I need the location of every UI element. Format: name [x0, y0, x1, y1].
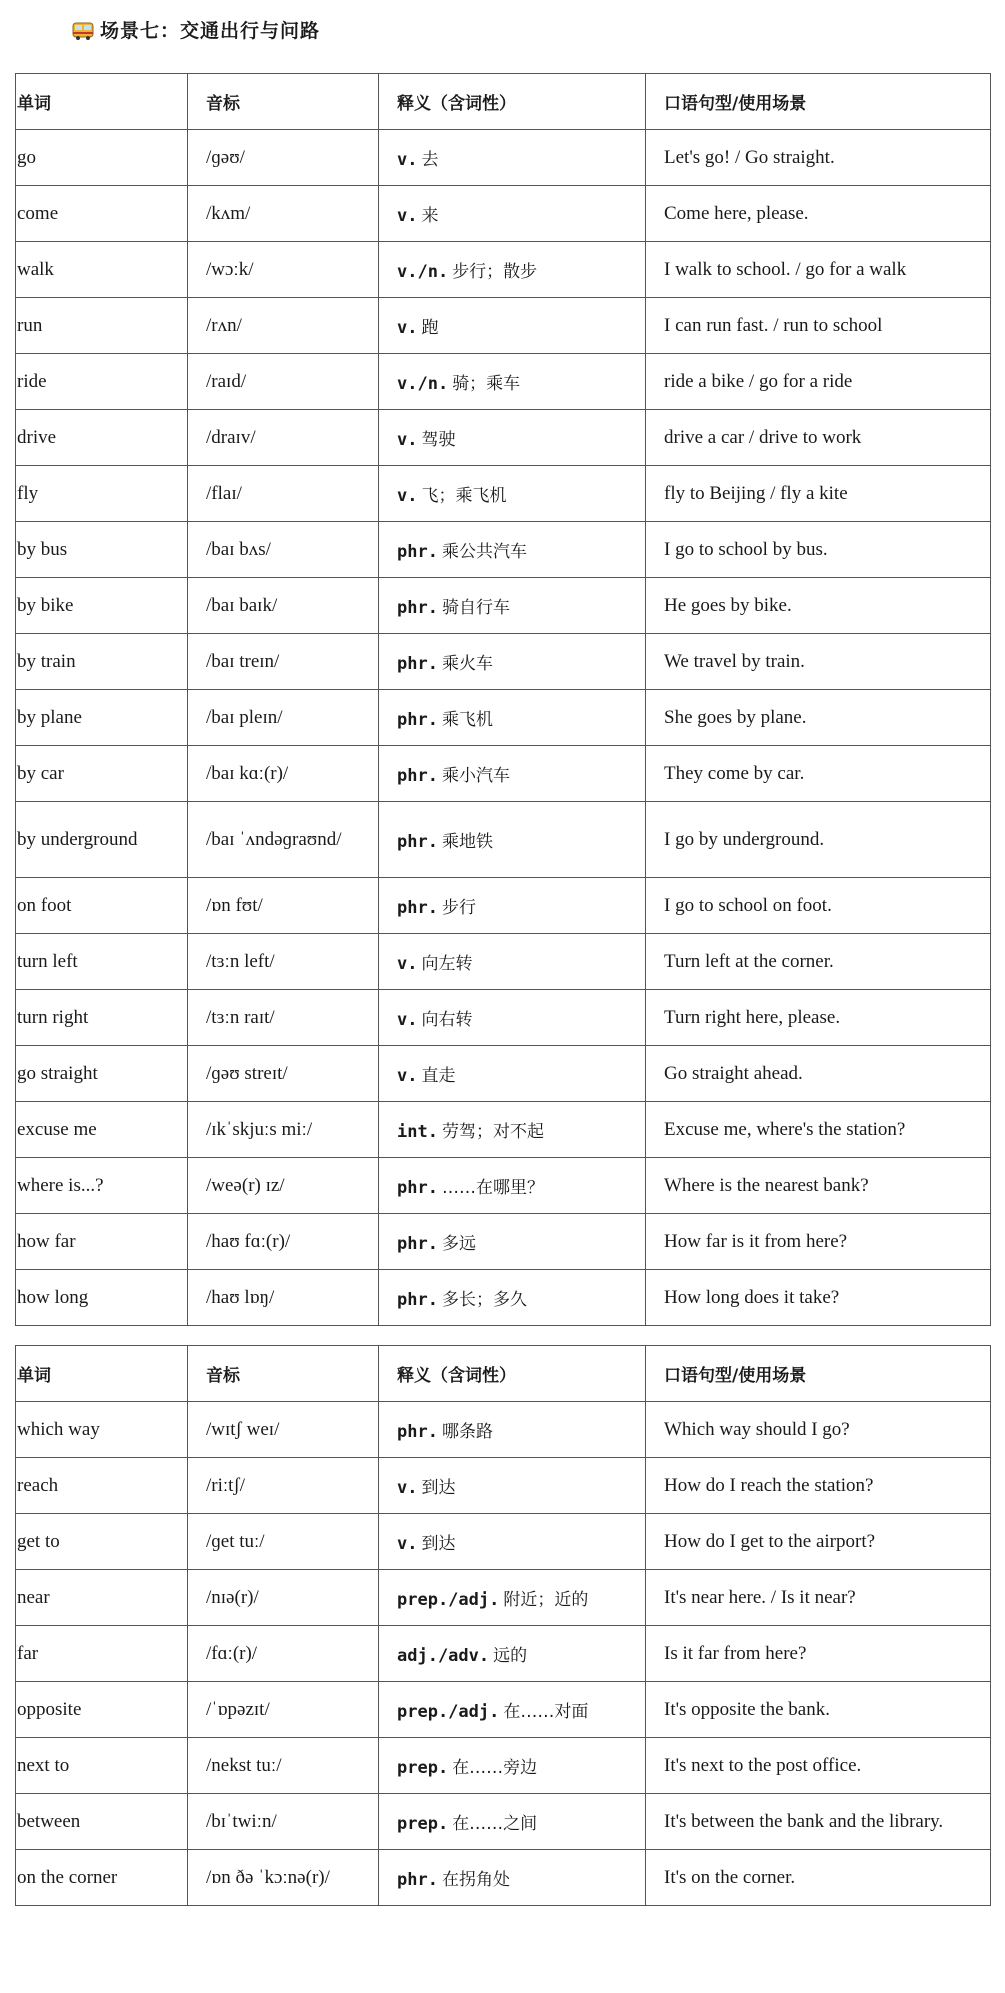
part-of-speech: phr.: [397, 654, 438, 674]
word-cell: go straight: [16, 1046, 188, 1102]
example-cell: ride a bike / go for a ride: [646, 354, 991, 410]
phonetic-cell: /ɒn ðə ˈkɔːnə(r)/: [188, 1850, 379, 1906]
table-row: [16, 466, 991, 522]
meaning-cell: [379, 1102, 646, 1158]
bus-icon: [72, 21, 94, 41]
meaning-text: 哪条路: [441, 1422, 493, 1442]
meaning-cell: [379, 1270, 646, 1326]
word-cell: walk: [16, 242, 188, 298]
phonetic-cell: /baɪ kɑː(r)/: [188, 746, 379, 802]
meaning-cell: [379, 130, 646, 186]
table-row: [16, 934, 991, 990]
table-header-row: [16, 74, 991, 130]
table-row: [16, 746, 991, 802]
example-cell: It's opposite the bank.: [646, 1682, 991, 1738]
meaning-cell: [379, 1458, 646, 1514]
phonetic-cell: /rʌn/: [188, 298, 379, 354]
meaning-cell: [379, 1626, 646, 1682]
phonetic-cell: /raɪd/: [188, 354, 379, 410]
phonetic-cell: /draɪv/: [188, 410, 379, 466]
word-cell: drive: [16, 410, 188, 466]
word-cell: by train: [16, 634, 188, 690]
example-cell: I walk to school. / go for a walk: [646, 242, 991, 298]
example-cell: Go straight ahead.: [646, 1046, 991, 1102]
meaning-cell: [379, 934, 646, 990]
meaning-cell: [379, 298, 646, 354]
part-of-speech: phr.: [397, 1178, 438, 1198]
phonetic-cell: /baɪ bʌs/: [188, 522, 379, 578]
meaning-cell: [379, 1570, 646, 1626]
example-cell: How far is it from here?: [646, 1214, 991, 1270]
table-row: [16, 1626, 991, 1682]
meaning-text: 去: [421, 150, 439, 170]
table-row: [16, 1214, 991, 1270]
meaning-cell: [379, 578, 646, 634]
table-row: [16, 186, 991, 242]
meaning-text: 向左转: [421, 954, 473, 974]
table-row: [16, 1682, 991, 1738]
part-of-speech: phr.: [397, 832, 438, 852]
header-meaning: 释义（含词性）: [379, 74, 646, 130]
phonetic-cell: /haʊ lɒŋ/: [188, 1270, 379, 1326]
meaning-cell: [379, 410, 646, 466]
table-row: [16, 522, 991, 578]
part-of-speech: phr.: [397, 1234, 438, 1254]
table-row: [16, 1738, 991, 1794]
word-cell: turn left: [16, 934, 188, 990]
meaning-cell: [379, 634, 646, 690]
meaning-cell: [379, 186, 646, 242]
meaning-text: 步行；散步: [452, 262, 538, 282]
vocab-table-2: [15, 1345, 991, 1906]
example-cell: Turn right here, please.: [646, 990, 991, 1046]
part-of-speech: phr.: [397, 1870, 438, 1890]
phonetic-cell: /bɪˈtwiːn/: [188, 1794, 379, 1850]
word-cell: fly: [16, 466, 188, 522]
meaning-text: 飞；乘飞机: [421, 486, 507, 506]
meaning-cell: [379, 1850, 646, 1906]
part-of-speech: prep./adj.: [397, 1590, 500, 1610]
phonetic-cell: /haʊ fɑː(r)/: [188, 1214, 379, 1270]
page-title-text: 场景七：交通出行与问路: [100, 20, 321, 42]
word-cell: by bus: [16, 522, 188, 578]
part-of-speech: v.: [397, 430, 418, 450]
word-cell: by car: [16, 746, 188, 802]
phonetic-cell: /ɡəʊ/: [188, 130, 379, 186]
header-word: 单词: [16, 1346, 188, 1402]
word-cell: get to: [16, 1514, 188, 1570]
example-cell: She goes by plane.: [646, 690, 991, 746]
word-cell: on foot: [16, 878, 188, 934]
table-header-row: [16, 1346, 991, 1402]
word-cell: reach: [16, 1458, 188, 1514]
table-row: [16, 1514, 991, 1570]
table-row: [16, 578, 991, 634]
example-cell: Which way should I go?: [646, 1402, 991, 1458]
page-title: [72, 14, 320, 48]
part-of-speech: v.: [397, 486, 418, 506]
meaning-cell: [379, 1214, 646, 1270]
phonetic-cell: /flaɪ/: [188, 466, 379, 522]
word-cell: by underground: [16, 802, 188, 878]
word-cell: opposite: [16, 1682, 188, 1738]
word-cell: run: [16, 298, 188, 354]
meaning-text: 在……旁边: [452, 1758, 538, 1778]
phonetic-cell: /tɜːn left/: [188, 934, 379, 990]
example-cell: It's next to the post office.: [646, 1738, 991, 1794]
word-cell: how far: [16, 1214, 188, 1270]
phonetic-cell: /nekst tuː/: [188, 1738, 379, 1794]
table-row: [16, 1458, 991, 1514]
phonetic-cell: /ɪkˈskjuːs miː/: [188, 1102, 379, 1158]
example-cell: It's between the bank and the library.: [646, 1794, 991, 1850]
part-of-speech: prep.: [397, 1814, 449, 1834]
phonetic-cell: /kʌm/: [188, 186, 379, 242]
meaning-cell: [379, 690, 646, 746]
part-of-speech: v.: [397, 318, 418, 338]
phonetic-cell: /ɡet tuː/: [188, 1514, 379, 1570]
meaning-text: 多长；多久: [441, 1290, 527, 1310]
meaning-text: 跑: [421, 318, 439, 338]
meaning-text: 驾驶: [421, 430, 456, 450]
phonetic-cell: /weə(r) ɪz/: [188, 1158, 379, 1214]
example-cell: Is it far from here?: [646, 1626, 991, 1682]
example-cell: Come here, please.: [646, 186, 991, 242]
header-meaning: 释义（含词性）: [379, 1346, 646, 1402]
vocab-table-1: [15, 73, 991, 1326]
meaning-cell: [379, 1158, 646, 1214]
phonetic-cell: /ɒn fʊt/: [188, 878, 379, 934]
part-of-speech: v.: [397, 1010, 418, 1030]
meaning-text: 来: [421, 206, 439, 226]
meaning-cell: [379, 746, 646, 802]
meaning-cell: [379, 242, 646, 298]
phonetic-cell: /ˈɒpəzɪt/: [188, 1682, 379, 1738]
phonetic-cell: /baɪ pleɪn/: [188, 690, 379, 746]
phonetic-cell: /baɪ treɪn/: [188, 634, 379, 690]
part-of-speech: v./n.: [397, 262, 449, 282]
meaning-text: 乘飞机: [441, 710, 493, 730]
part-of-speech: v.: [397, 206, 418, 226]
table-row: [16, 354, 991, 410]
table-row: [16, 1158, 991, 1214]
example-cell: How long does it take?: [646, 1270, 991, 1326]
part-of-speech: v.: [397, 1066, 418, 1086]
part-of-speech: prep.: [397, 1758, 449, 1778]
phonetic-cell: /tɜːn raɪt/: [188, 990, 379, 1046]
meaning-text: 附近；近的: [503, 1590, 589, 1610]
word-cell: far: [16, 1626, 188, 1682]
part-of-speech: phr.: [397, 710, 438, 730]
meaning-cell: [379, 1794, 646, 1850]
example-cell: They come by car.: [646, 746, 991, 802]
table-row: [16, 1046, 991, 1102]
meaning-text: 向右转: [421, 1010, 473, 1030]
example-cell: We travel by train.: [646, 634, 991, 690]
table-row: [16, 130, 991, 186]
header-word: 单词: [16, 74, 188, 130]
meaning-cell: [379, 1514, 646, 1570]
meaning-text: 多远: [441, 1234, 476, 1254]
example-cell: Turn left at the corner.: [646, 934, 991, 990]
meaning-cell: [379, 802, 646, 878]
example-cell: Where is the nearest bank?: [646, 1158, 991, 1214]
word-cell: excuse me: [16, 1102, 188, 1158]
table-body: [16, 1402, 991, 1906]
meaning-cell: [379, 1402, 646, 1458]
header-phonetic: 音标: [188, 1346, 379, 1402]
word-cell: ride: [16, 354, 188, 410]
table-row: [16, 410, 991, 466]
meaning-cell: [379, 1738, 646, 1794]
part-of-speech: phr.: [397, 766, 438, 786]
part-of-speech: v.: [397, 150, 418, 170]
meaning-text: 在……对面: [503, 1702, 589, 1722]
meaning-text: 到达: [421, 1534, 456, 1554]
word-cell: turn right: [16, 990, 188, 1046]
word-cell: near: [16, 1570, 188, 1626]
example-cell: He goes by bike.: [646, 578, 991, 634]
example-cell: It's on the corner.: [646, 1850, 991, 1906]
part-of-speech: v.: [397, 954, 418, 974]
table-body: [16, 130, 991, 1326]
header-example: 口语句型/使用场景: [646, 1346, 991, 1402]
phonetic-cell: /ɡəʊ streɪt/: [188, 1046, 379, 1102]
example-cell: I can run fast. / run to school: [646, 298, 991, 354]
table-row: [16, 1402, 991, 1458]
part-of-speech: int.: [397, 1122, 438, 1142]
meaning-text: 在……之间: [452, 1814, 538, 1834]
meaning-text: 乘公共汽车: [441, 542, 527, 562]
word-cell: between: [16, 1794, 188, 1850]
meaning-text: 骑自行车: [441, 598, 510, 618]
table-row: [16, 298, 991, 354]
meaning-text: ……在哪里？: [441, 1178, 544, 1198]
meaning-text: 骑；乘车: [452, 374, 521, 394]
phonetic-cell: /baɪ ˈʌndəɡraʊnd/: [188, 802, 379, 878]
example-cell: Excuse me, where's the station?: [646, 1102, 991, 1158]
phonetic-cell: /wɪtʃ weɪ/: [188, 1402, 379, 1458]
phonetic-cell: /fɑː(r)/: [188, 1626, 379, 1682]
part-of-speech: v.: [397, 1534, 418, 1554]
word-cell: go: [16, 130, 188, 186]
word-cell: come: [16, 186, 188, 242]
table-row: [16, 878, 991, 934]
table-row: [16, 1570, 991, 1626]
example-cell: How do I get to the airport?: [646, 1514, 991, 1570]
meaning-text: 远的: [493, 1646, 528, 1666]
example-cell: I go by underground.: [646, 802, 991, 878]
example-cell: Let's go! / Go straight.: [646, 130, 991, 186]
part-of-speech: phr.: [397, 898, 438, 918]
example-cell: drive a car / drive to work: [646, 410, 991, 466]
phonetic-cell: /riːtʃ/: [188, 1458, 379, 1514]
table-row: [16, 1794, 991, 1850]
header-phonetic: 音标: [188, 74, 379, 130]
meaning-cell: [379, 878, 646, 934]
table-row: [16, 1102, 991, 1158]
meaning-cell: [379, 1682, 646, 1738]
part-of-speech: phr.: [397, 1290, 438, 1310]
table-row: [16, 634, 991, 690]
example-cell: fly to Beijing / fly a kite: [646, 466, 991, 522]
meaning-text: 到达: [421, 1478, 456, 1498]
meaning-text: 乘小汽车: [441, 766, 510, 786]
part-of-speech: phr.: [397, 598, 438, 618]
part-of-speech: v.: [397, 1478, 418, 1498]
table-row: [16, 1850, 991, 1906]
meaning-cell: [379, 522, 646, 578]
meaning-cell: [379, 354, 646, 410]
part-of-speech: phr.: [397, 1422, 438, 1442]
word-cell: by plane: [16, 690, 188, 746]
meaning-cell: [379, 990, 646, 1046]
table-row: [16, 242, 991, 298]
table-row: [16, 990, 991, 1046]
word-cell: by bike: [16, 578, 188, 634]
part-of-speech: adj./adv.: [397, 1646, 490, 1666]
table-row: [16, 802, 991, 878]
header-example: 口语句型/使用场景: [646, 74, 991, 130]
meaning-text: 步行: [441, 898, 476, 918]
word-cell: how long: [16, 1270, 188, 1326]
meaning-text: 在拐角处: [441, 1870, 510, 1890]
phonetic-cell: /baɪ baɪk/: [188, 578, 379, 634]
example-cell: I go to school by bus.: [646, 522, 991, 578]
part-of-speech: v./n.: [397, 374, 449, 394]
table-row: [16, 1270, 991, 1326]
word-cell: next to: [16, 1738, 188, 1794]
table-row: [16, 690, 991, 746]
meaning-cell: [379, 1046, 646, 1102]
meaning-text: 乘地铁: [441, 832, 493, 852]
word-cell: which way: [16, 1402, 188, 1458]
part-of-speech: prep./adj.: [397, 1702, 500, 1722]
example-cell: I go to school on foot.: [646, 878, 991, 934]
phonetic-cell: /wɔːk/: [188, 242, 379, 298]
part-of-speech: phr.: [397, 542, 438, 562]
word-cell: where is...?: [16, 1158, 188, 1214]
phonetic-cell: /nɪə(r)/: [188, 1570, 379, 1626]
example-cell: It's near here. / Is it near?: [646, 1570, 991, 1626]
meaning-text: 直走: [421, 1066, 456, 1086]
example-cell: How do I reach the station?: [646, 1458, 991, 1514]
meaning-text: 乘火车: [441, 654, 493, 674]
meaning-cell: [379, 466, 646, 522]
meaning-text: 劳驾；对不起: [441, 1122, 544, 1142]
word-cell: on the corner: [16, 1850, 188, 1906]
